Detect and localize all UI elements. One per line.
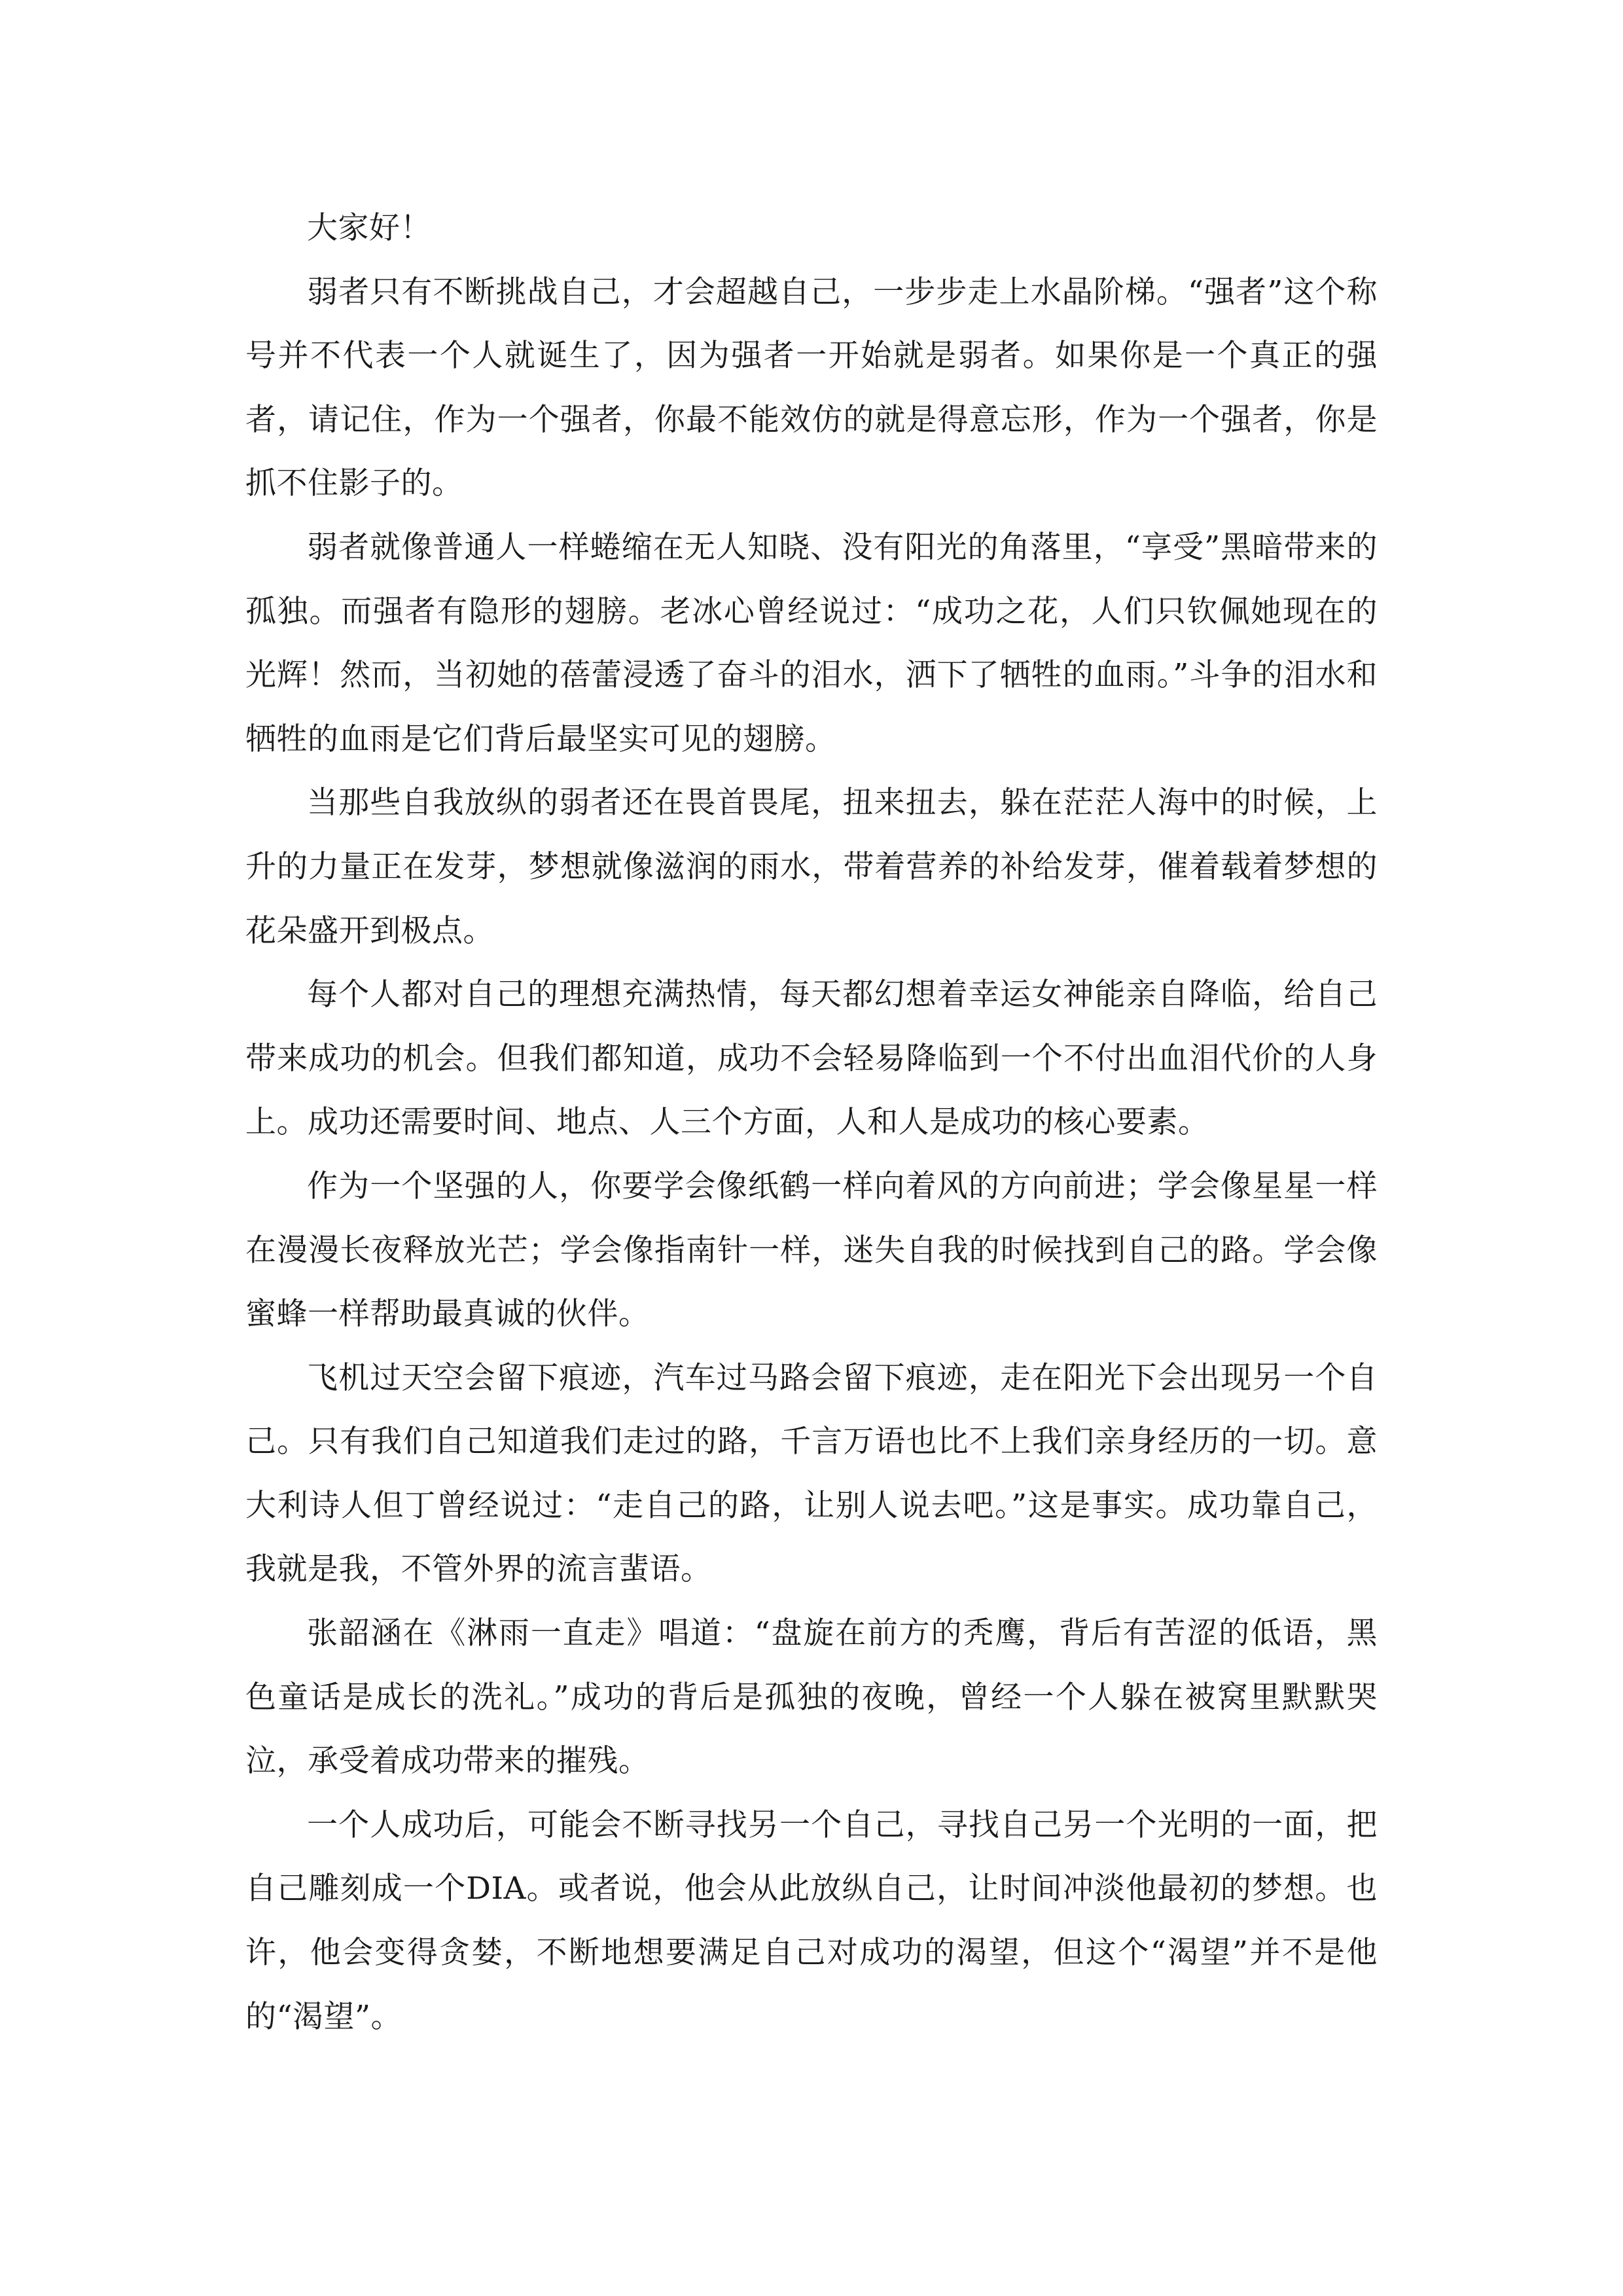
- document-body: [245, 196, 1378, 2049]
- paragraph-6: 飞机过天空会留下痕迹，汽车过马路会留下痕迹，走在阳光下会出现另一个自己。只有我们自己知道我们走过的路，千言万语也比不上我们亲身经历的一切。意大利诗人但丁曾经说过：“走自己的路，让别人说去吧。”这是事实。成功靠自己，我就是我，不管外界的流言蜚语。: [245, 1359, 1378, 1588]
- paragraph-2: 弱者就像普通人一样蜷缩在无人知晓、没有阳光的角落里，“享受”黑暗带来的孤独。而强者有隐形的翅膀。老冰心曾经说过：“成功之花，人们只钦佩她现在的光辉！然而，当初她的蓓蕾浸透了奋斗的泪水，洒下了牺牲的血雨。”斗争的泪水和牺牲的血雨是它们背后最坚实可见的翅膀。: [245, 529, 1378, 757]
- paragraph-5: 作为一个坚强的人，你要学会像纸鹤一样向着风的方向前进；学会像星星一样在漫漫长夜释放光芒；学会像指南针一样，迷失自我的时候找到自己的路。学会像蜜蜂一样帮助最真诚的伙伴。: [245, 1168, 1378, 1333]
- paragraph-8: 一个人成功后，可能会不断寻找另一个自己，寻找自己另一个光明的一面，把自己雕刻成一个DIA。或者说，他会从此放纵自己，让时间冲淡他最初的梦想。也许，他会变得贪婪，不断地想要满足自己对成功的渴望，但这个“渴望”并不是他的“渴望”。: [245, 1806, 1378, 2035]
- paragraph-1: 弱者只有不断挑战自己，才会超越自己，一步步走上水晶阶梯。“强者”这个称号并不代表一个人就诞生了，因为强者一开始就是弱者。如果你是一个真正的强者，请记住，作为一个强者，你最不能效仿的就是得意忘形，作为一个强者，你是抓不住影子的。: [245, 274, 1378, 502]
- paragraph-4: 每个人都对自己的理想充满热情，每天都幻想着幸运女神能亲自降临，给自己带来成功的机会。但我们都知道，成功不会轻易降临到一个不付出血泪代价的人身上。成功还需要时间、地点、人三个方面，人和人是成功的核心要素。: [245, 977, 1378, 1141]
- paragraph-greeting: 大家好！: [307, 210, 431, 246]
- paragraph-3: 当那些自我放纵的弱者还在畏首畏尾，扭来扭去，躲在茫茫人海中的时候，上升的力量正在发芽，梦想就像滋润的雨水，带着营养的补给发芽，催着载着梦想的花朵盛开到极点。: [245, 785, 1378, 949]
- paragraph-7: 张韶涵在《淋雨一直走》唱道：“盘旋在前方的秃鹰，背后有苦涩的低语，黑色童话是成长的洗礼。”成功的背后是孤独的夜晚，曾经一个人躲在被窝里默默哭泣，承受着成功带来的摧残。: [245, 1615, 1378, 1780]
